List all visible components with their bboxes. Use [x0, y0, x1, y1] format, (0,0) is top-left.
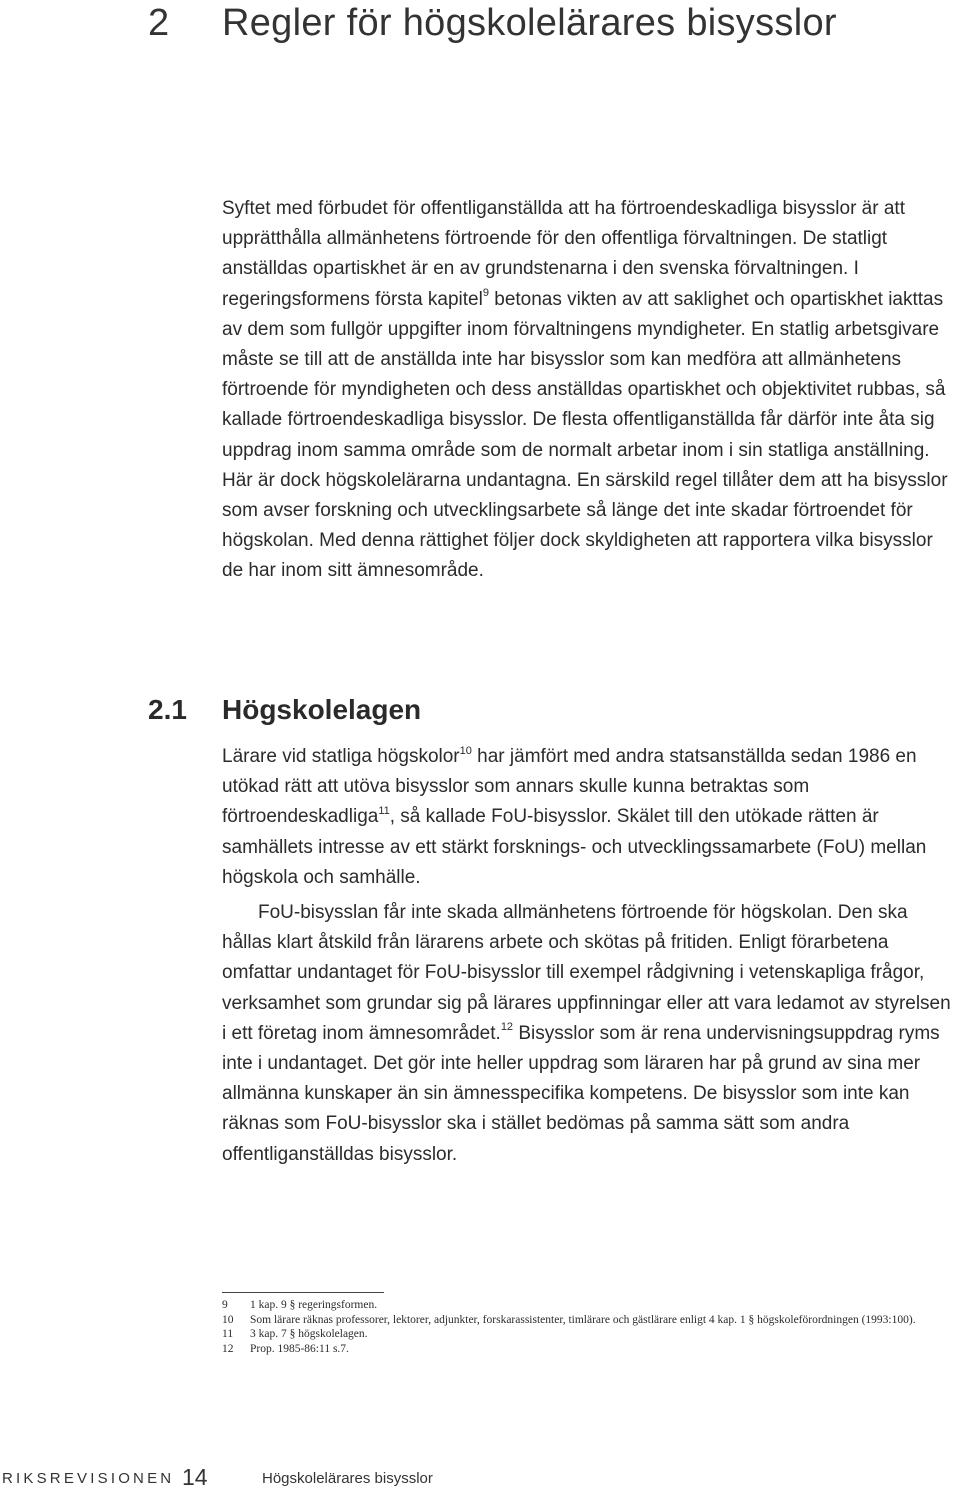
footnote-text: 3 kap. 7 § högskolelagen. — [250, 1328, 368, 1341]
footnote-number: 9 — [222, 1299, 228, 1311]
section-heading — [0, 694, 960, 734]
chapter-title: Regler för högskolelärares bisysslor — [222, 2, 837, 44]
para2-text-part2: Bisysslor som är rena undervisningsuppdrag ryms inte i undantaget. Det gör inte heller uppdrag som läraren har på grund av sina mer allmänna kunskaper än sin ämnesspecifika kompetens. De bisysslor som inte kan räknas som FoU-bisysslor ska i stället bedömas på samma sätt som andra offentliganställdas bisysslor. — [222, 1022, 940, 1165]
footnote-ref-12[interactable]: 12 — [500, 1021, 514, 1034]
footnote-number: 11 — [222, 1328, 234, 1341]
footnote-text: 1 kap. 9 § regeringsformen. — [250, 1299, 378, 1311]
para1-text-part2: har jämfört med andra statsanställda sedan 1986 en utökad rätt att utöva bisysslor som annars skulle kunna betraktas som förtroendeskadliga — [222, 746, 917, 828]
footnote-9 — [222, 1298, 952, 1313]
footnotes — [222, 1298, 952, 1356]
section-number: 2.1 — [148, 694, 187, 725]
footnote-text: Som lärare räknas professorer, lektorer, adjunkter, forskarassistenter, timlärare och gästlärare enligt 4 kap. 1 § högskoleförordningen (1993:100). — [250, 1313, 916, 1326]
intro-text-part1: Syftet med förbudet för offentliganställda att ha förtroendeskadliga bisysslor är att upprätthålla allmänhetens förtroende för den offentliga förvaltningen. De statligt anställdas opartiskhet är en av grundstenarna i den svenska förvaltningen. I regeringsformens första kapitel — [222, 198, 905, 310]
intro-paragraph — [222, 194, 957, 587]
footnote-ref-11[interactable]: 11 — [378, 805, 390, 818]
footnote-10 — [222, 1313, 952, 1328]
para1-text-part3: , så kallade FoU-bisysslor. Skälet till den utökade rätten är samhällets intresse av ett stärkt forsknings- och utvecklingssamarbete (FoU) mellan högskola och samhälle. — [222, 806, 927, 888]
footnote-divider — [222, 1292, 384, 1293]
footnote-11 — [222, 1327, 952, 1342]
footnote-number: 12 — [222, 1342, 234, 1355]
page-footer — [0, 1464, 960, 1494]
footer-document-title: Högskolelärares bisysslor — [262, 1470, 433, 1487]
para2-text-part1: FoU-bisysslan får inte skada allmänhetens förtroende för högskolan. Den ska hållas klart åtskild från lärarens arbete och skötas på fritiden. Enligt förarbetena omfattar undantaget för FoU-bisysslor till exempel rådgivning i vetenskapliga frågor, verksamhet som grundar sig på lärares uppfinningar eller att vara ledamot av styrelsen i ett företag inom ämnesområdet. — [222, 902, 951, 1044]
footnote-ref-10[interactable]: 10 — [459, 744, 472, 757]
page-number: 14 — [182, 1464, 208, 1490]
section-title: Högskolelagen — [222, 694, 422, 725]
footnote-12 — [222, 1342, 952, 1357]
section-paragraph-1 — [222, 742, 957, 893]
footnote-text: Prop. 1985-86:11 s.7. — [250, 1342, 349, 1355]
section-paragraph-2 — [222, 898, 957, 1170]
chapter-number: 2 — [148, 2, 170, 44]
footnote-ref-9[interactable]: 9 — [482, 287, 489, 300]
footer-organization: RIKSREVISIONEN — [2, 1470, 175, 1487]
para1-text-part1: Lärare vid statliga högskolor — [222, 746, 460, 767]
chapter-heading — [0, 0, 960, 50]
intro-text-part2: betonas vikten av att saklighet och opartiskhet iakttas av dem som fullgör uppgifter inom förvaltningens myndigheter. En statlig arbetsgivare måste se till att de anställda inte har bisysslor som kan medföra att allmänhetens förtroende för myndigheten och dess anställdas opartiskhet och objektivitet rubbas, så kallade förtroendeskadliga bisysslor. De flesta offentliganställda får därför inte åta sig uppdrag inom samma område som de normalt arbetar inom i sin statliga anställning. Här är dock högskolelärarna undantagna. En särskild regel tillåter dem att ha bisysslor som avser forskning och utvecklingsarbete så länge det inte skadar förtroendet för högskolan. Med denna rättighet följer dock skyldigheten att rapportera vilka bisysslor de har inom sitt ämnesområde. — [222, 288, 948, 582]
footnote-number: 10 — [222, 1313, 234, 1326]
